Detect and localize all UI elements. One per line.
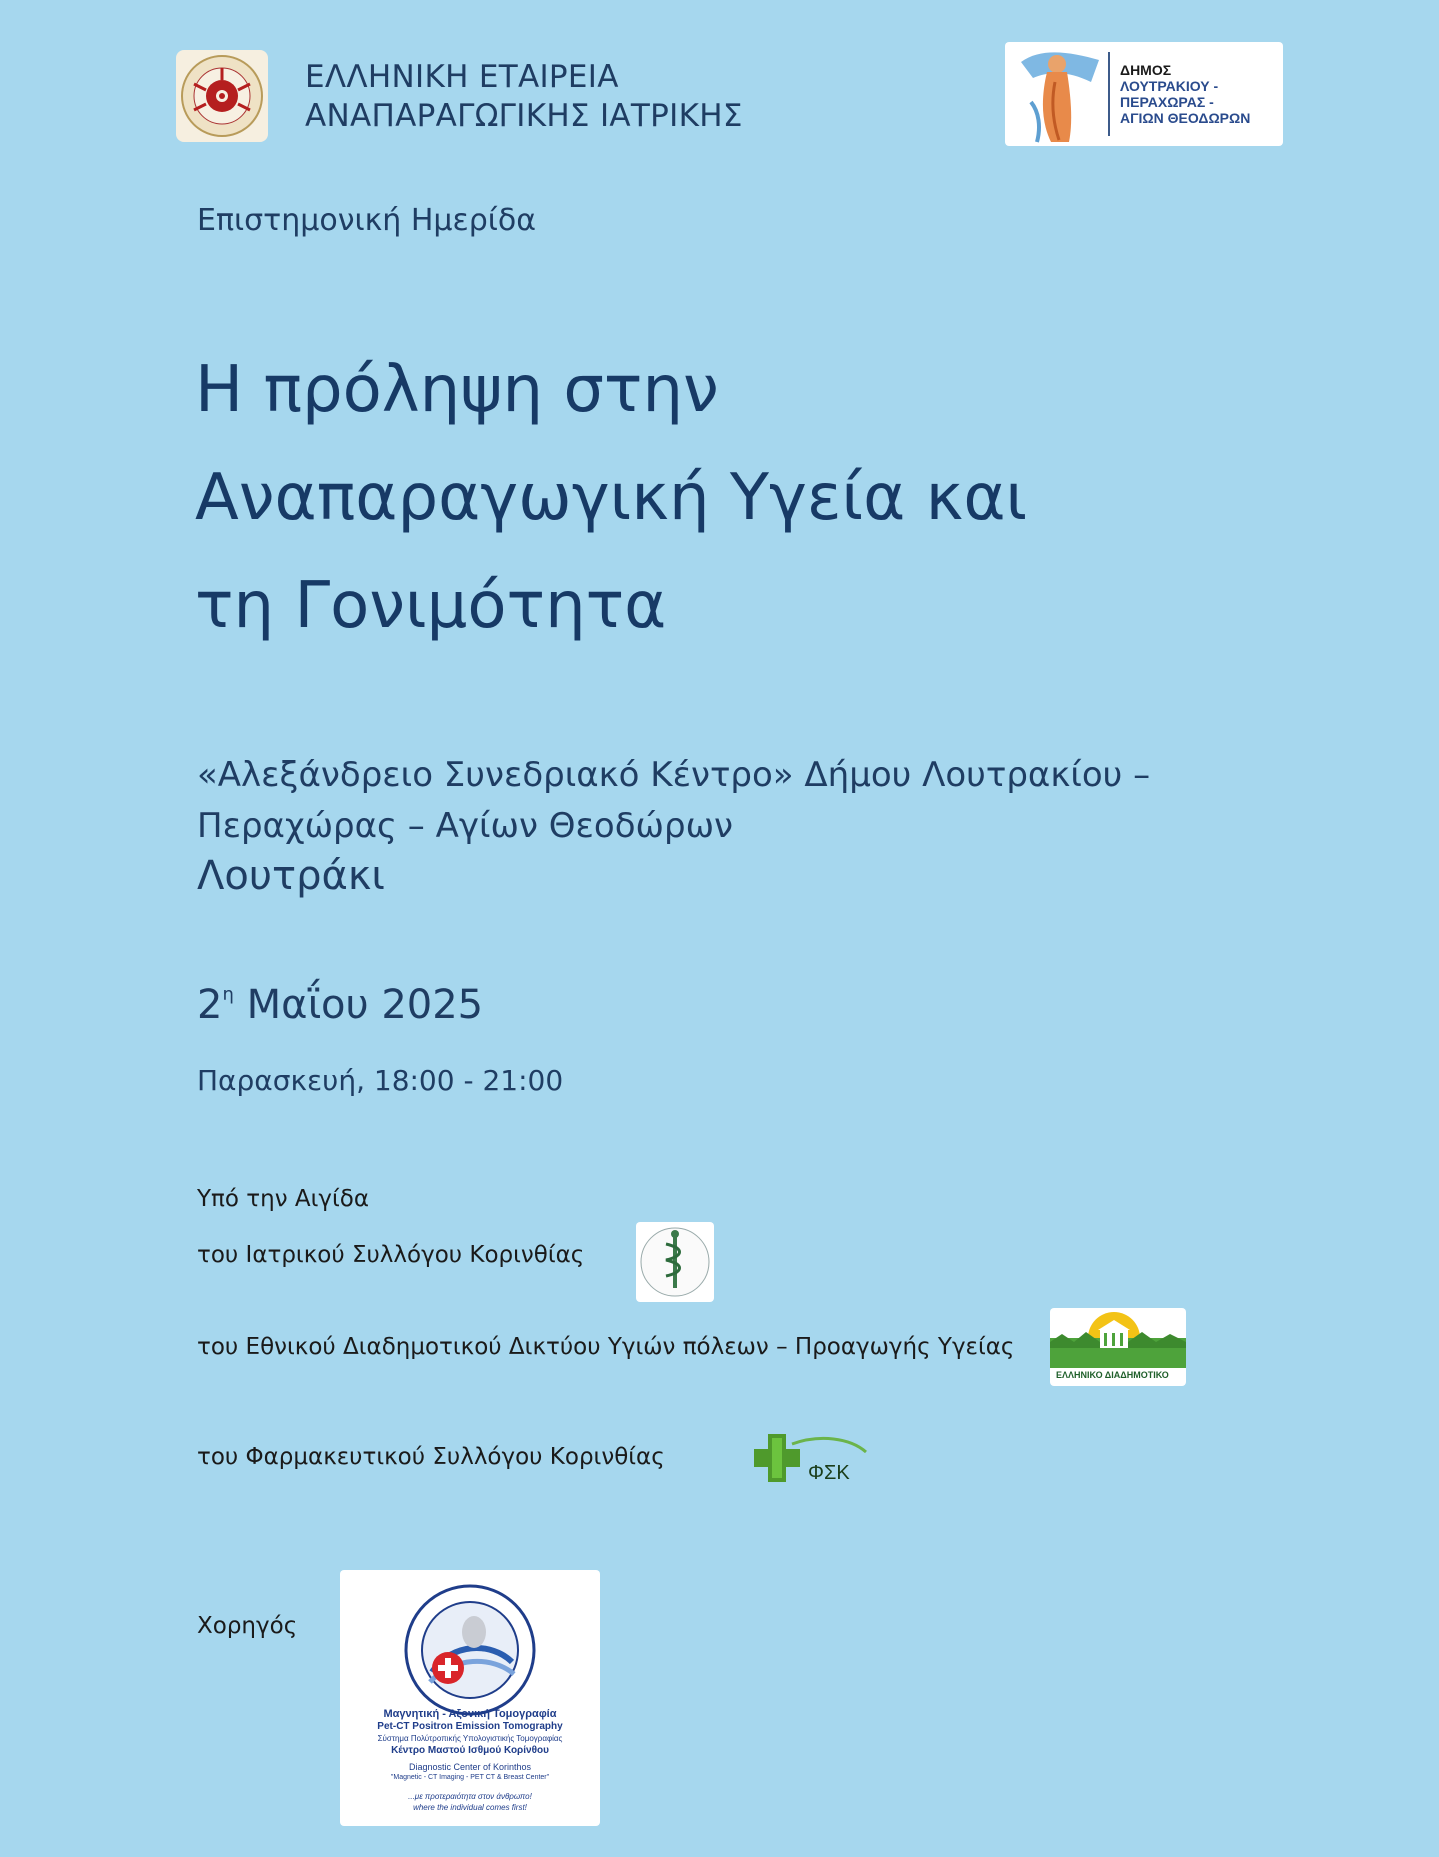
pharmaceutical-logo-text: ΦΣΚ xyxy=(808,1462,850,1484)
medical-association-logo xyxy=(636,1222,714,1302)
society-name xyxy=(305,58,743,136)
society-logo xyxy=(176,50,268,142)
auspices-heading: Υπό την Αιγίδα xyxy=(197,1186,370,1212)
event-city: Λουτράκι xyxy=(197,853,385,899)
municipality-line3: ΠΕΡΑΧΩΡΑΣ - xyxy=(1120,94,1214,110)
municipality-logo-text xyxy=(1120,62,1250,126)
sponsor-line7: ...με προτεραιότητα στον άνθρωπο! xyxy=(408,1792,532,1801)
sponsor-line4: Κέντρο Μαστού Ισθμού Κορίνθου xyxy=(391,1745,549,1756)
healthy-cities-logo-text: ΕΛΛΗΝΙΚΟ ΔΙΑΔΗΜΟΤΙΚΟ xyxy=(1056,1370,1169,1380)
event-title-line3: τη Γονιμότητα xyxy=(195,569,667,643)
sponsor-line8: where the individual comes first! xyxy=(413,1803,527,1812)
event-title-line2: Αναπαραγωγική Υγεία και xyxy=(195,461,1028,535)
event-type: Επιστημονική Ημερίδα xyxy=(197,203,537,238)
date-month-year: Μαΐου 2025 xyxy=(233,982,484,1028)
society-name-line2: ΑΝΑΠΑΡΑΓΩΓΙΚΗΣ ΙΑΤΡΙΚΗΣ xyxy=(305,98,743,134)
municipality-logo xyxy=(1005,42,1283,146)
event-time: Παρασκευή, 18:00 - 21:00 xyxy=(197,1064,564,1097)
venue-line1: «Αλεξάνδρειο Συνεδριακό Κέντρο» Δήμου Λουτρακίου – xyxy=(197,755,1151,795)
date-day: 2 xyxy=(197,982,223,1028)
sponsor-logo xyxy=(340,1570,600,1826)
sponsor-line1: Μαγνητική - Αξονική Τομογραφία xyxy=(383,1708,557,1720)
event-venue xyxy=(197,750,1150,852)
sponsor-label: Χορηγός xyxy=(197,1613,298,1639)
sponsor-line2: Pet-CT Positron Emission Tomography xyxy=(377,1721,563,1732)
event-title-line1: Η πρόληψη στην xyxy=(195,353,719,427)
event-date xyxy=(197,982,483,1028)
auspice-pharmaceutical-association: του Φαρμακευτικού Συλλόγου Κορινθίας xyxy=(197,1444,665,1470)
sponsor-line3: Σύστημα Πολύτροπικής Υπολογιστικής Τομογραφίας xyxy=(377,1734,563,1743)
event-title xyxy=(195,336,1027,660)
venue-line2: Περαχώρας – Αγίων Θεοδώρων xyxy=(197,806,734,846)
pharmaceutical-association-logo xyxy=(750,1428,870,1490)
municipality-line2: ΛΟΥΤΡΑΚΙΟΥ - xyxy=(1120,78,1219,94)
municipality-divider xyxy=(1108,52,1110,136)
date-ordinal: η xyxy=(222,983,234,1005)
auspice-healthy-cities-network: του Εθνικού Διαδημοτικού Δικτύου Υγιών πόλεων – Προαγωγής Υγείας xyxy=(197,1334,1015,1360)
society-name-line1: ΕΛΛΗΝΙΚΗ ΕΤΑΙΡΕΙΑ xyxy=(305,59,619,95)
auspice-medical-association: του Ιατρικού Συλλόγου Κορινθίας xyxy=(197,1242,585,1268)
healthy-cities-logo xyxy=(1050,1308,1186,1386)
sponsor-line5: Diagnostic Center of Korinthos xyxy=(408,1762,532,1772)
municipality-line1: ΔΗΜΟΣ xyxy=(1120,62,1172,78)
sponsor-line6: "Magnetic - CT Imaging - PET CT & Breast Center" xyxy=(390,1774,550,1781)
municipality-line4: ΑΓΙΩΝ ΘΕΟΔΩΡΩΝ xyxy=(1120,110,1251,126)
sponsor-logo-text xyxy=(340,1708,600,1813)
